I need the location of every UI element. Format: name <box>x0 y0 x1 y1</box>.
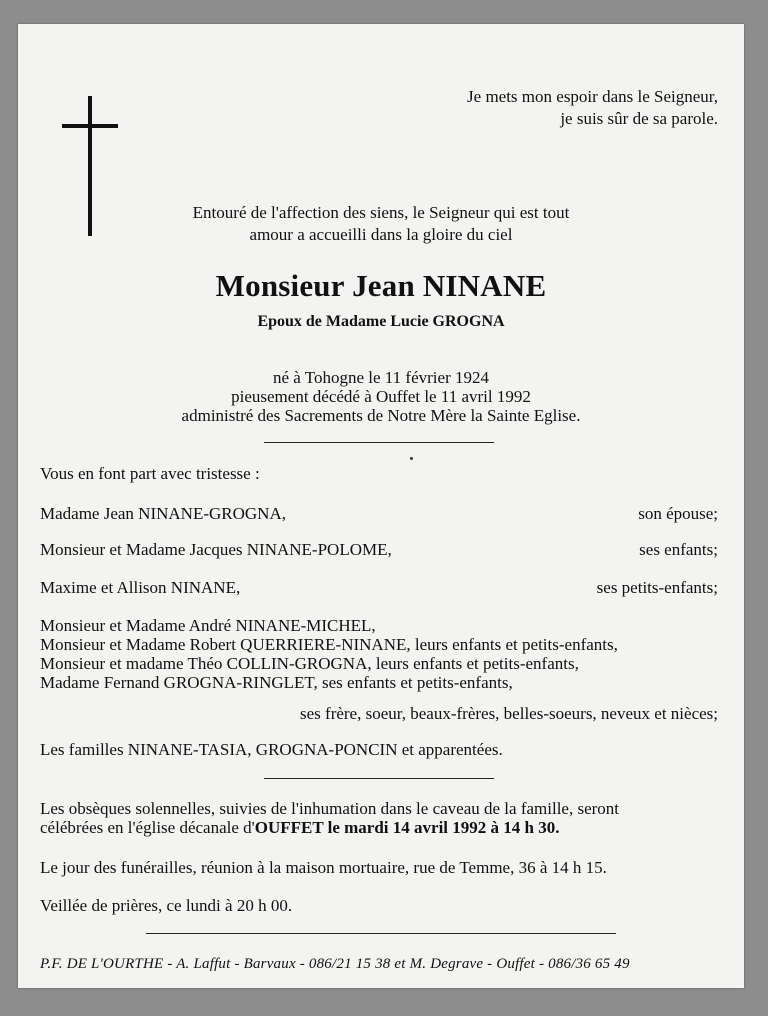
sibling-line-4: Madame Fernand GROGNA-RINGLET, ses enfants et petits-enfants, <box>40 673 513 692</box>
family-relation-3: ses petits-enfants; <box>596 578 718 597</box>
family-relation-2: ses enfants; <box>639 540 718 559</box>
family-relation-1: son épouse; <box>638 504 718 523</box>
family-name-2: Monsieur et Madame Jacques NINANE-POLOME, <box>40 540 392 559</box>
deceased-name: Monsieur Jean NINANE <box>215 268 547 303</box>
divider <box>264 778 494 779</box>
deceased-spouse: Epoux de Madame Lucie GROGNA <box>257 313 505 330</box>
cross-icon-bar <box>62 124 118 128</box>
footer-divider <box>146 933 616 934</box>
verse-line-2: je suis sûr de sa parole. <box>560 109 718 128</box>
funeral-home-footer: P.F. DE L'OURTHE - A. Laffut - Barvaux - 086/21 15 38 et M. Degrave - Ouffet - 086/36 65 49 <box>40 956 630 972</box>
verse <box>467 86 718 130</box>
intro <box>18 202 744 246</box>
birth-line: né à Tohogne le 11 février 1924 <box>273 368 489 387</box>
siblings-relation: ses frère, soeur, beaux-frères, belles-soeurs, neveux et nièces; <box>300 704 718 723</box>
funeral-line-2-prefix: célébrées en l'église décanale d' <box>40 818 255 837</box>
dates <box>18 368 744 425</box>
sacraments-line: administré des Sacrements de Notre Mère la Sainte Eglise. <box>181 406 581 425</box>
ink-dot <box>410 457 413 460</box>
intro-line-2: amour a accueilli dans la gloire du ciel <box>249 225 513 244</box>
sibling-line-3: Monsieur et madame Théo COLLIN-GROGNA, leurs enfants et petits-enfants, <box>40 654 579 673</box>
funeral-line-1: Les obsèques solennelles, suivies de l'inhumation dans le caveau de la famille, seront <box>40 799 620 818</box>
families-line: Les familles NINANE-TASIA, GROGNA-PONCIN et apparentées. <box>40 740 503 759</box>
funeral-line-2 <box>40 818 559 837</box>
divider <box>264 442 494 443</box>
verse-line-1: Je mets mon espoir dans le Seigneur, <box>467 87 718 106</box>
family-name-3: Maxime et Allison NINANE, <box>40 578 241 597</box>
intro-line-1: Entouré de l'affection des siens, le Seigneur qui est tout <box>192 203 570 222</box>
death-line: pieusement décédé à Ouffet le 11 avril 1992 <box>231 387 531 406</box>
vigil-line: Veillée de prières, ce lundi à 20 h 00. <box>40 896 293 915</box>
funeral-card <box>18 24 744 988</box>
funeral-date: OUFFET le mardi 14 avril 1992 à 14 h 30. <box>254 818 560 837</box>
family-name-1: Madame Jean NINANE-GROGNA, <box>40 504 286 523</box>
sibling-line-1: Monsieur et Madame André NINANE-MICHEL, <box>40 616 376 635</box>
announcement: Vous en font part avec tristesse : <box>40 464 260 483</box>
reunion-line: Le jour des funérailles, réunion à la maison mortuaire, rue de Temme, 36 à 14 h 15. <box>40 858 607 877</box>
sibling-line-2: Monsieur et Madame Robert QUERRIERE-NINANE, leurs enfants et petits-enfants, <box>40 635 618 654</box>
